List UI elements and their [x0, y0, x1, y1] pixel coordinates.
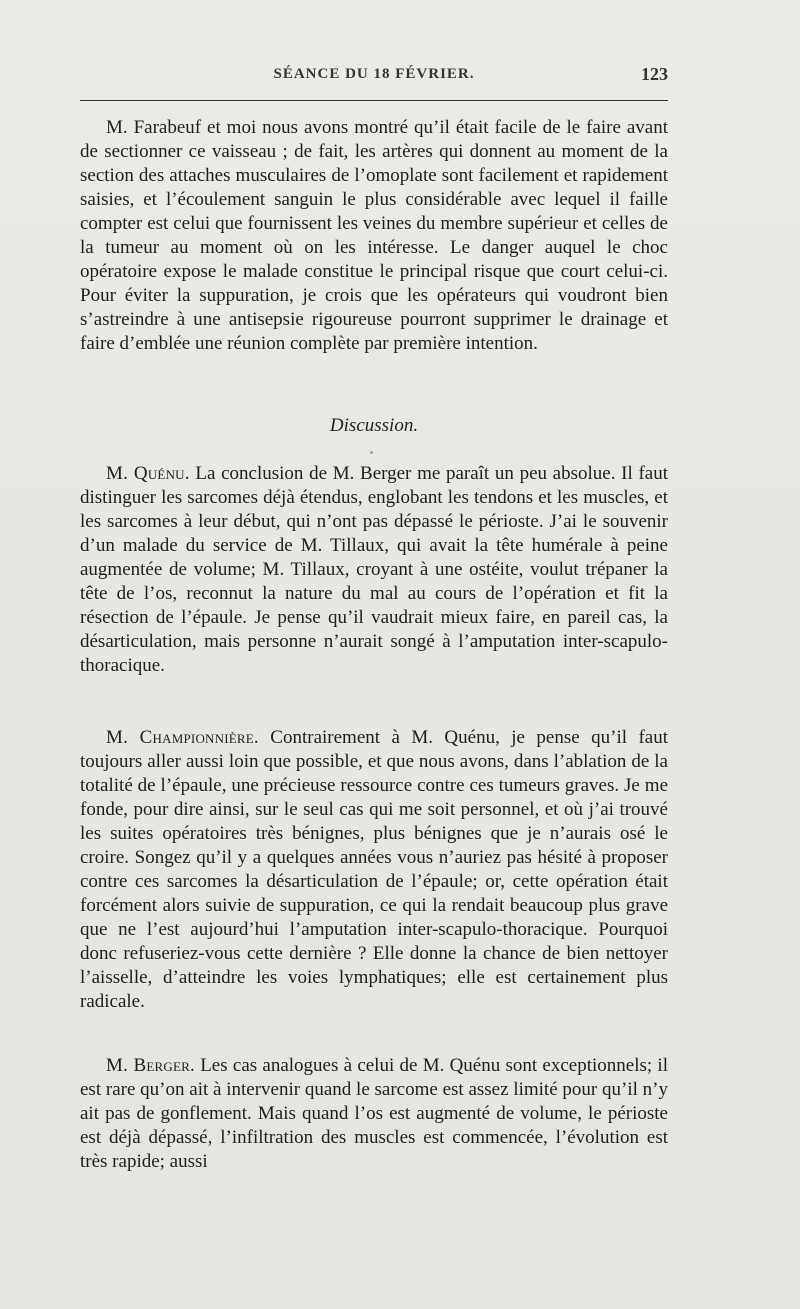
paragraph-text: Les cas analogues à celui de M. Quénu sont exceptionnels; il est rare qu’on ait à intervenir quand le sarcome est assez limité pour qu’il n’y ait pas de gonflement. Mais quand l’os est augmenté de volume, le périoste est déjà dépassé, l’infiltration des muscles est commencée, l’évolution est très rapide; aussi: [80, 1055, 668, 1172]
header-title: SÉANCE DU 18 FÉVRIER.: [273, 66, 475, 82]
paragraph-text: M. Farabeuf et moi nous avons montré qu’il était facile de le faire avant de sectionner ce vaisseau ; de fait, les artères qui donnent au moment de la section des attaches musculaires de l’omoplate sont facilement et rapidement saisies, et l’écoulement sanguin le plus considérable avec lequel il faille compter est celui que fournissent les veines du membre supérieur et celles de la tumeur au moment où on les intéresse. Le danger auquel le choc opératoire expose le malade constitue le principal risque que court celui-ci. Pour éviter la suppuration, je crois que les opérateurs qui voudront bien s’astreindre à une antisepsie rigoureuse pourront supprimer le drainage et faire d’emblée une réunion complète par première intention.: [80, 117, 668, 354]
discussion-heading: Discussion.: [329, 415, 419, 436]
paragraph-berger: [80, 1054, 668, 1174]
paragraph-body: [80, 462, 668, 678]
header-rule: [80, 100, 668, 101]
speck-mark: [370, 451, 373, 454]
paragraph-quenu: [80, 462, 668, 678]
paragraph-farabeuf: [80, 116, 668, 356]
speaker-name: M. Quénu.: [106, 463, 190, 484]
paragraph-championniere: [80, 726, 668, 1014]
paragraph-body: [80, 1054, 668, 1174]
speaker-name: M. Championnière.: [106, 727, 259, 748]
paragraph-body: [80, 726, 668, 1014]
running-header: [80, 64, 668, 88]
page-number: 123: [641, 64, 668, 84]
paragraph-text: La conclusion de M. Berger me paraît un peu absolue. Il faut distinguer les sarcomes déjà étendus, englobant les tendons et les muscles, et les sarcomes à leur début, qui n’ont pas dépassé le périoste. J’ai le souvenir d’un malade du service de M. Tillaux, qui avait la tête humérale à peine augmentée de volume; M. Tillaux, croyant à une ostéite, voulut trépaner la tête de l’os, reconnut la nature du mal au cours de l’opération et fit la résection de l’épaule. Je pense qu’il vaudrait mieux faire, en pareil cas, la désarticulation, mais personne n’aurait songé à l’amputation inter-scapulo-thoracique.: [80, 463, 668, 676]
speaker-name: M. Berger.: [106, 1055, 195, 1076]
paragraph-text: Contrairement à M. Quénu, je pense qu’il faut toujours aller aussi loin que possible, et que nous avons, dans l’ablation de la totalité de l’épaule, une précieuse ressource contre ces tumeurs graves. Je me fonde, pour dire ainsi, sur le seul cas qui me soit personnel, et où j’ai trouvé les suites opératoires très bénignes, plus bénignes que je n’aurais osé le croire. Songez qu’il y a quelques années vous n’auriez pas hésité à proposer contre ces sarcomes la désarticulation de l’épaule; or, cette opération était forcément alors suivie de suppuration, ce qui la rendait beaucoup plus grave que ne l’est aujourd’hui l’amputation inter-scapulo-thoracique. Pourquoi donc refuseriez-vous cette dernière ? Elle donne la chance de bien nettoyer l’aisselle, d’atteindre les voies lymphatiques; elle est certainement plus radicale.: [80, 727, 668, 1012]
